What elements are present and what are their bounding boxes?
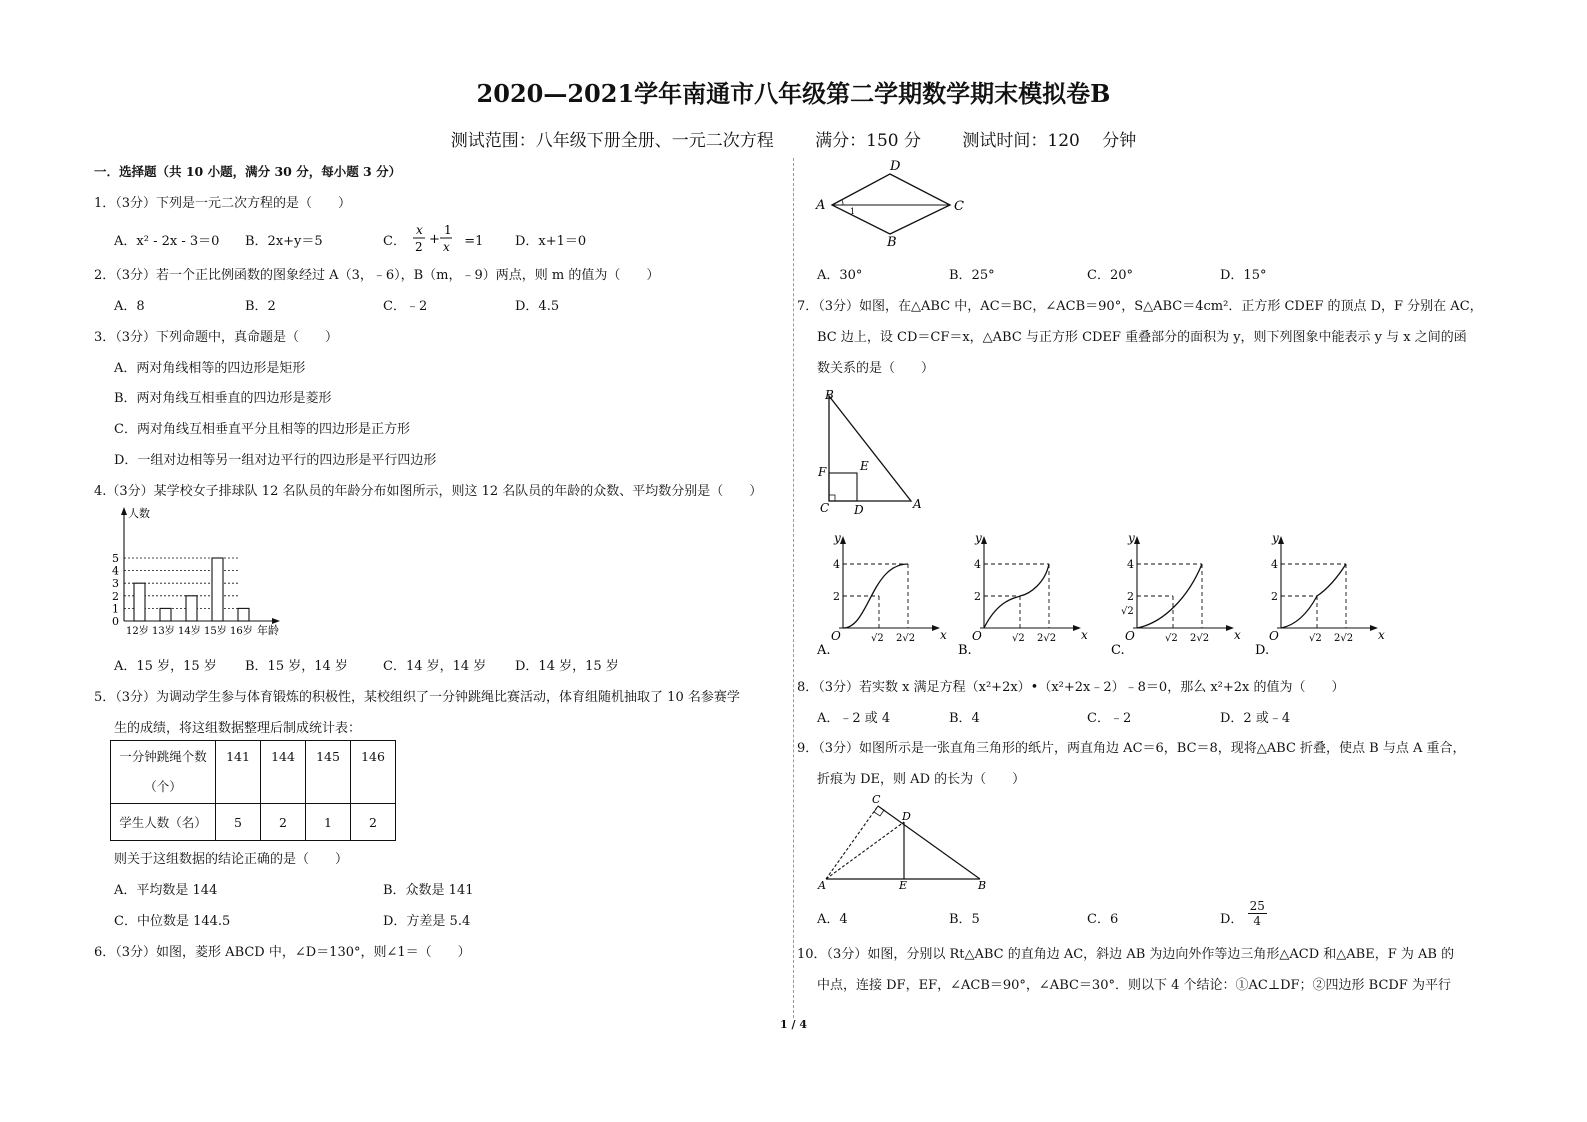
q8-option-b: B．4 [949, 711, 980, 726]
x-tick-label: √2 [1309, 633, 1322, 644]
q8-option-a: A．﹣2 或 4 [817, 711, 891, 726]
q5-stat-table [110, 740, 396, 841]
q1-option-d: D．x+1＝0 [515, 234, 587, 249]
exam-info [0, 126, 1587, 151]
y-axis-arrow [1134, 536, 1140, 544]
table-cell: 145 [306, 741, 351, 804]
q9-stem-line2: 折痕为 DE，则 AD 的长为（ ） [817, 772, 1026, 787]
y-tick-label: 2 [1271, 590, 1278, 603]
q8-option-d: D．2 或﹣4 [1220, 711, 1291, 726]
q7-label-e: E [860, 459, 869, 473]
q10-stem-line2: 中点，连接 DF，EF，∠ACB＝90°，∠ABC＝30°．则以下 4 个结论：①AC⊥DF；②四边形 BCDF 为平行 [817, 978, 1451, 993]
y-axis-arrow [121, 507, 127, 515]
q6-label-a: A [816, 198, 826, 213]
q5-after: 则关于这组数据的结论正确的是（ ） [114, 852, 349, 867]
age-bar-chart [104, 503, 294, 643]
q9-option-d-prefix: D． [1220, 912, 1244, 927]
q9-option-a: A．4 [817, 912, 848, 927]
q7-graph-c [1108, 528, 1241, 660]
bar [134, 583, 145, 621]
x-tick-label: 13岁 [152, 626, 175, 637]
q6-rhombus-figure [810, 156, 980, 248]
y-axis-label: y [834, 531, 841, 545]
q9-option-b: B．5 [949, 912, 980, 927]
q3-option-a: A．两对角线相等的四边形是矩形 [114, 361, 306, 376]
q1-option-c [383, 222, 499, 254]
q4-option-c: C．14 岁，14 岁 [383, 659, 487, 674]
q1-option-c-suffix: =1 [464, 234, 484, 249]
x-axis-label: x [1081, 628, 1088, 642]
y-tick-label: 4 [833, 558, 840, 571]
y-tick-label: 4 [112, 564, 119, 578]
x-tick-label: 2√2 [896, 633, 916, 644]
q9-stem-line1: 9．（3分）如图所示是一张直角三角形的纸片，两直角边 AC＝6，BC＝8，现将△ABC 折叠，使点 B 与点 A 重合， [797, 741, 1466, 756]
svg-text:2: 2 [415, 240, 423, 254]
y-tick-label: √2 [1121, 606, 1134, 617]
origin-label: O [1269, 629, 1279, 643]
origin-label: O [831, 629, 841, 643]
q9-option-c: C．6 [1087, 912, 1119, 927]
y-tick-label: 5 [112, 552, 119, 565]
y-axis-arrow [840, 536, 846, 544]
q1-option-a: A．x² - 2x - 3＝0 [114, 234, 220, 249]
q8-option-c: C．﹣2 [1087, 711, 1132, 726]
y-axis-label: y [1272, 531, 1279, 545]
q9-option-d-fraction [1248, 899, 1267, 928]
section-heading: 一．选择题（共 10 小题，满分 30 分，每小题 3 分） [94, 164, 402, 179]
x-axis-arrow [932, 625, 940, 631]
q1-option-c-prefix: C． [383, 234, 406, 249]
q7-stem-line3: 数关系的是（ ） [817, 361, 935, 376]
q9-fraction-numerator: 25 [1249, 899, 1265, 913]
page-number: 1 / 4 [780, 1018, 807, 1031]
q4-option-d: D．14 岁，15 岁 [515, 659, 619, 674]
q5-option-c: C．中位数是 144.5 [114, 914, 231, 929]
table-cell: 141 [216, 741, 261, 804]
q5-option-d: D．方差是 5.4 [383, 914, 471, 929]
svg-text:x: x [416, 223, 423, 237]
q9-label-e: E [899, 879, 908, 892]
y-axis-label: 人数 [128, 507, 150, 520]
q9-label-d: D [902, 810, 911, 823]
x-tick-label: 2√2 [1190, 633, 1210, 644]
y-axis-arrow [1278, 536, 1284, 544]
q9-option-d [1220, 899, 1267, 928]
q6-label-angle1: 1 [850, 207, 856, 216]
y-tick-label: 2 [974, 590, 981, 603]
q9-label-a: A [818, 879, 826, 892]
x-axis-label: 年龄 [257, 624, 279, 637]
q1-stem: 1．（3分）下列是一元二次方程的是（ ） [94, 196, 352, 211]
y-tick-label: 3 [112, 577, 119, 591]
x-axis-arrow [1370, 625, 1378, 631]
q6-option-a: A．30° [817, 268, 863, 283]
svg-text:1: 1 [444, 223, 452, 237]
table-cell: 5 [216, 804, 261, 841]
table-cell: 1 [306, 804, 351, 841]
q3-option-d: D．一组对边相等另一组对边平行的四边形是平行四边形 [114, 453, 437, 468]
y-tick-label: 4 [1271, 558, 1278, 571]
q5-option-a: A．平均数是 144 [114, 883, 218, 898]
y-tick-label: 1 [112, 602, 119, 616]
table-head-count: 一分钟跳绳个数（个） [111, 741, 216, 804]
table-cell: 146 [351, 741, 396, 804]
q7-label-a: A [913, 497, 922, 511]
column-divider [793, 158, 794, 1018]
y-tick-label: 2 [1127, 590, 1134, 603]
q6-stem: 6．（3分）如图，菱形 ABCD 中，∠D＝130°，则∠1＝（ ） [94, 945, 471, 960]
q3-option-b: B．两对角线互相垂直的四边形是菱形 [114, 391, 332, 406]
graph-option-label: D. [1255, 643, 1270, 658]
bar [212, 558, 223, 621]
table-cell: 2 [351, 804, 396, 841]
q4-stem: 4.（3分）某学校女子排球队 12 名队员的年龄分布如图所示，则这 12 名队员的年龄的众数、平均数分别是（ ） [94, 484, 763, 499]
y-tick-label: 4 [974, 558, 981, 571]
q7-graph-a [814, 528, 947, 660]
table-head-people: 学生人数（名） [111, 804, 216, 841]
q6-option-d: D．15° [1220, 268, 1267, 283]
x-tick-label: 16岁 [230, 626, 253, 637]
q7-stem-line2: BC 边上，设 CD＝CF＝x，△ABC 与正方形 CDEF 重叠部分的面积为 y，则下列图象中能表示 y 与 x 之间的函 [817, 330, 1467, 345]
x-axis-label: x [940, 628, 947, 642]
q9-fraction-denominator: 4 [1253, 914, 1262, 928]
table-cell: 144 [261, 741, 306, 804]
q2-option-c: C．﹣2 [383, 299, 428, 314]
x-tick-label: √2 [1165, 633, 1178, 644]
q6-label-b: B [887, 235, 897, 250]
page-title: 2020—2021学年南通市八年级第二学期数学期末模拟卷B [476, 79, 1111, 108]
x-axis-arrow [1073, 625, 1081, 631]
q9-fold-figure [812, 792, 992, 892]
graph-option-label: B. [958, 643, 972, 658]
table-row [111, 804, 396, 841]
table-row [111, 741, 396, 804]
x-tick-label: 14岁 [178, 626, 201, 637]
table-cell: 2 [261, 804, 306, 841]
q7-graph-b [955, 528, 1088, 660]
q4-option-b: B．15 岁，14 岁 [245, 659, 348, 674]
q1-option-b: B．2x+y＝5 [245, 234, 323, 249]
y-tick-label: 0 [112, 615, 119, 628]
x-axis-label: x [1234, 628, 1241, 642]
origin-label: O [972, 629, 982, 643]
q9-label-c: C [872, 793, 881, 806]
svg-text:x: x [443, 240, 450, 254]
q7-label-c: C [820, 501, 830, 515]
origin-label: O [1125, 629, 1135, 643]
full-score: 满分：150 分 [815, 131, 921, 151]
q9-label-b: B [978, 879, 987, 892]
x-tick-label: 2√2 [1334, 633, 1354, 644]
x-tick-label: √2 [1012, 633, 1025, 644]
q8-stem: 8．（3分）若实数 x 满足方程（x²+2x）•（x²+2x﹣2）﹣8＝0，那么 x²+2x 的值为（ ） [797, 680, 1345, 695]
q7-label-f: F [818, 465, 827, 479]
y-tick-label: 2 [833, 590, 840, 603]
bar [160, 608, 171, 621]
x-tick-label: 15岁 [204, 626, 227, 637]
svg-text:+: + [429, 232, 440, 247]
x-axis-label: x [1378, 628, 1385, 642]
q5-option-b: B．众数是 141 [383, 883, 474, 898]
q6-label-d: D [890, 159, 901, 174]
x-tick-label: √2 [871, 633, 884, 644]
y-axis-label: y [975, 531, 982, 545]
q3-option-c: C．两对角线互相垂直平分且相等的四边形是正方形 [114, 422, 410, 437]
graph-option-label: A. [817, 643, 831, 658]
q6-label-c: C [954, 199, 964, 214]
q2-stem: 2．（3分）若一个正比例函数的图象经过 A（3，﹣6），B（m，﹣9）两点，则 m 的值为（ ） [94, 268, 660, 283]
q7-triangle-figure [812, 384, 932, 518]
q7-stem-line1: 7．（3分）如图，在△ABC 中，AC＝BC，∠ACB＝90°，S△ABC＝4cm²．正方形 CDEF 的顶点 D，F 分别在 AC， [797, 299, 1483, 314]
y-axis-label: y [1128, 531, 1135, 545]
q5-stem-line2: 生的成绩，将这组数据整理后制成统计表： [114, 721, 362, 736]
q5-stem-line1: 5．（3分）为调动学生参与体育锻炼的积极性，某校组织了一分钟跳绳比赛活动，体育组随机抽取了 10 名参赛学 [94, 690, 740, 705]
y-tick-label: 4 [1127, 558, 1134, 571]
y-axis-arrow [981, 536, 987, 544]
bar [238, 608, 249, 621]
q2-option-b: B．2 [245, 299, 276, 314]
q3-stem: 3．（3分）下列命题中，真命题是（ ） [94, 330, 339, 345]
test-time: 测试时间：120 分钟 [962, 131, 1137, 151]
bar [186, 596, 197, 621]
q2-option-d: D．4.5 [515, 299, 560, 314]
q10-stem-line1: 10．（3分）如图，分别以 Rt△ABC 的直角边 AC，斜边 AB 为边向外作等边三角形△ACD 和△ABE，F 为 AB 的 [797, 947, 1455, 962]
q6-option-c: C．20° [1087, 268, 1133, 283]
x-axis-arrow [1226, 625, 1234, 631]
test-scope: 测试范围：八年级下册全册、一元二次方程 [450, 131, 774, 151]
q7-label-d: D [854, 503, 864, 517]
q2-option-a: A．8 [114, 299, 145, 314]
q4-option-a: A．15 岁，15 岁 [114, 659, 217, 674]
q7-graph-d [1252, 528, 1385, 660]
graph-option-label: C. [1111, 643, 1125, 658]
y-tick-label: 2 [112, 589, 119, 603]
x-tick-label: 12岁 [126, 626, 149, 637]
x-tick-label: 2√2 [1037, 633, 1057, 644]
q6-option-b: B．25° [949, 268, 995, 283]
q7-label-b: B [825, 388, 834, 402]
